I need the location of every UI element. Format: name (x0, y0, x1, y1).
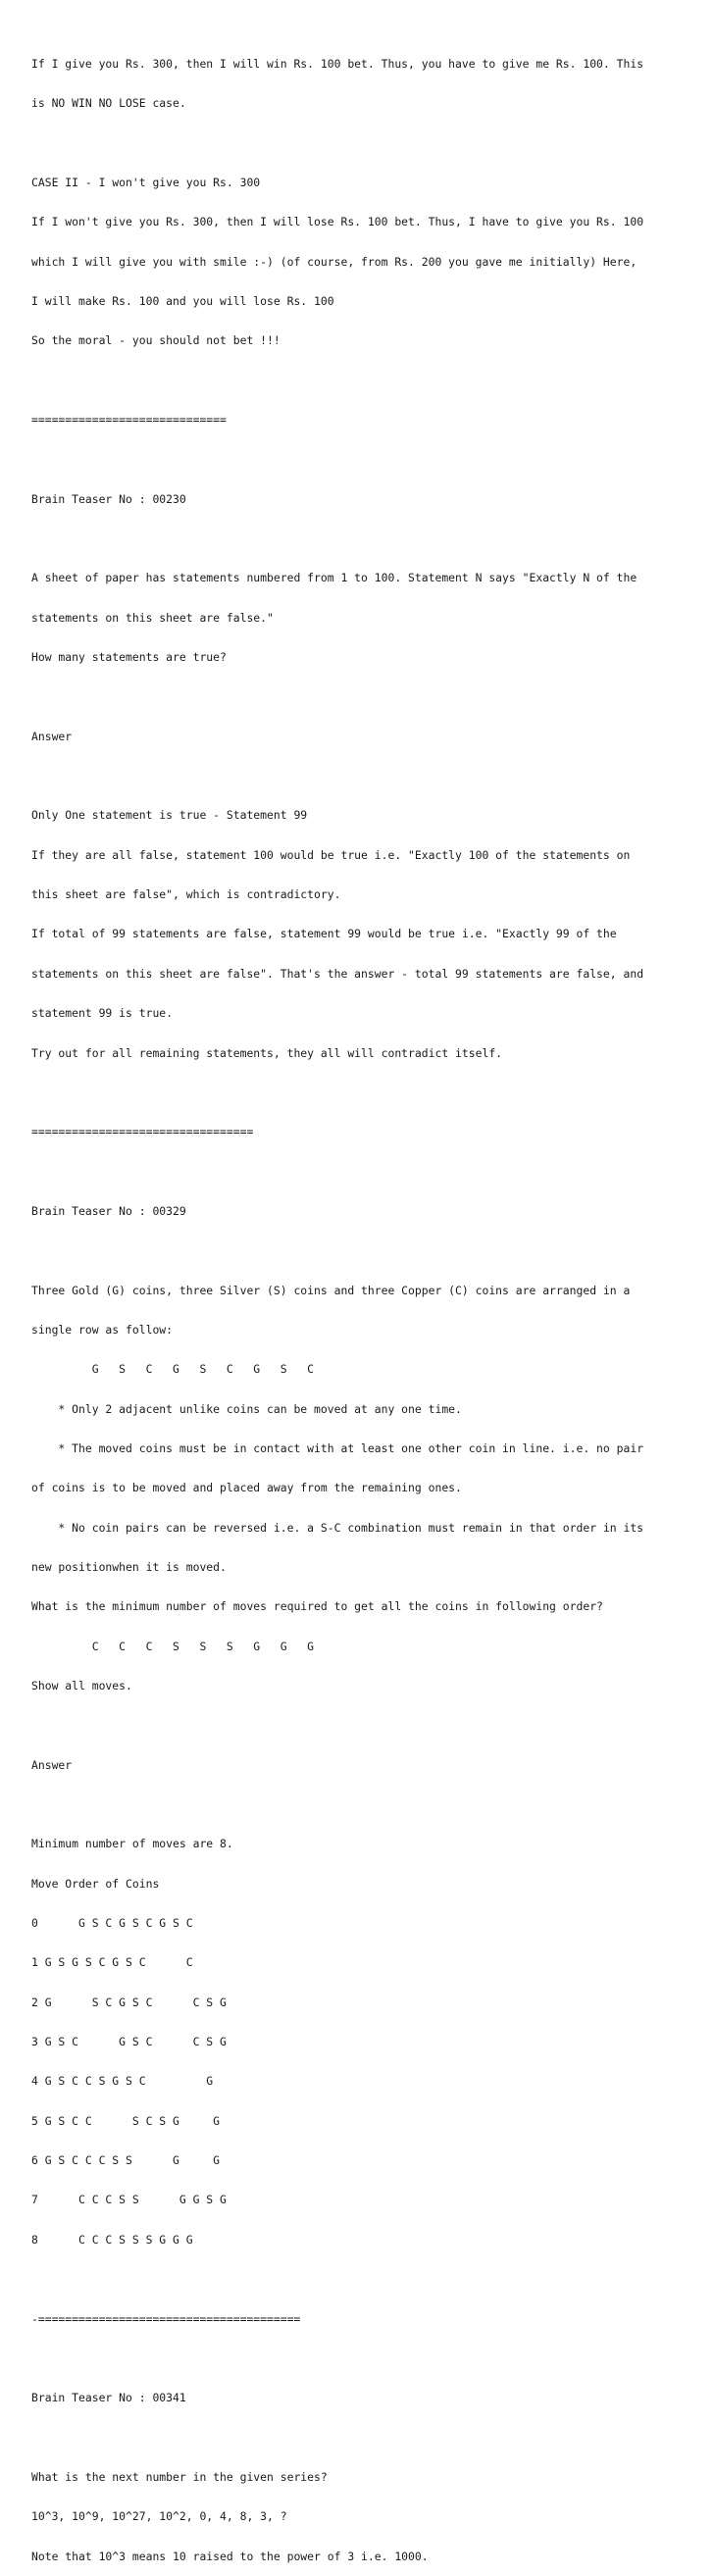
text-line: 10^3, 10^9, 10^27, 10^2, 0, 4, 8, 3, ? (31, 2509, 287, 2524)
rule-line: * No coin pairs can be reversed i.e. a S-C combination must remain in that order in its (31, 1520, 644, 1535)
blank-line (31, 2352, 708, 2365)
text-line: Show all moves. (31, 1679, 132, 1692)
blank-line (31, 2273, 708, 2286)
blank-line (31, 770, 708, 783)
text-line: Only One statement is true - Statement 99 (31, 808, 308, 823)
text-line: which I will give you with smile :-) (of course, from Rs. 200 you gave me initially) Here, (31, 254, 638, 269)
text-line: statement 99 is true. (31, 1006, 174, 1021)
moves-table-row: 0 G S C G S C G S C (31, 1916, 193, 1931)
separator-line: ================================= (31, 1125, 254, 1139)
moves-table-row: 6 G S C C C S S G G (31, 2153, 221, 2168)
moves-table-row: 5 G S C C S C S G G (31, 2113, 221, 2128)
text-line: If total of 99 statements are false, statement 99 would be true i.e. "Exactly 99 of the (31, 927, 617, 941)
blank-line (31, 137, 708, 150)
teaser-heading: Brain Teaser No : 00230 (31, 491, 186, 506)
text-line: statements on this sheet are false." (31, 610, 274, 625)
teaser-heading: Brain Teaser No : 00341 (31, 2391, 186, 2405)
separator-line: ============================= (31, 413, 227, 427)
separator-line: -======================================= (31, 2311, 301, 2326)
coin-row: C C C S S S G G G (31, 1639, 315, 1653)
moves-table-row: 2 G S C G S C C S G (31, 1995, 227, 2009)
section-heading: CASE II - I won't give you Rs. 300 (31, 175, 261, 189)
rule-line: * Only 2 adjacent unlike coins can be moved at any one time. (31, 1401, 462, 1416)
text-line: I will make Rs. 100 and you will lose Rs. 100 (31, 293, 334, 308)
text-line: If I give you Rs. 300, then I will win Rs. 100 bet. Thus, you have to give me Rs. 100. This (31, 56, 644, 71)
answer-heading: Answer (31, 1757, 73, 1772)
moves-table-row: 8 C C C S S S G G G (31, 2232, 193, 2247)
text-line: A sheet of paper has statements numbered from 1 to 100. Statement N says "Exactly N of the (31, 571, 638, 585)
coin-row: G S C G S C G S C (31, 1362, 315, 1377)
blank-line (31, 1166, 708, 1179)
answer-heading: Answer (31, 729, 73, 743)
text-line: If I won't give you Rs. 300, then I will lose Rs. 100 bet. Thus, I have to give you Rs. 100 (31, 215, 644, 229)
blank-line (31, 690, 708, 703)
text-line: How many statements are true? (31, 650, 227, 665)
blank-line (31, 1086, 708, 1099)
blank-line (31, 1719, 708, 1732)
text-line: single row as follow: (31, 1322, 174, 1337)
text-line: What is the minimum number of moves required to get all the coins in following order? (31, 1599, 603, 1614)
rule-line: * The moved coins must be in contact with at least one other coin in line. i.e. no pair (31, 1440, 644, 1455)
text-line: is NO WIN NO LOSE case. (31, 96, 186, 111)
text-line: new positionwhen it is moved. (31, 1559, 227, 1574)
moves-table-row: 3 G S C G S C C S G (31, 2035, 227, 2049)
text-line: Minimum number of moves are 8. (31, 1837, 233, 1851)
blank-line (31, 453, 708, 466)
moves-table-row: 4 G S C C S G S C G (31, 2074, 214, 2089)
blank-line (31, 1798, 708, 1811)
moves-table-row: 1 G S G S C G S C C (31, 1955, 193, 1970)
document-text (31, 31, 708, 2576)
text-line: this sheet are false", which is contradictory. (31, 887, 341, 902)
moves-table-row: 7 C C C S S G G S G (31, 2193, 227, 2207)
moves-table-header: Move Order of Coins (31, 1876, 160, 1891)
text-line: Note that 10^3 means 10 raised to the power of 3 i.e. 1000. (31, 2549, 429, 2563)
text-line: of coins is to be moved and placed away from the remaining ones. (31, 1481, 462, 1495)
blank-line (31, 2432, 708, 2445)
text-line: Try out for all remaining statements, they all will contradict itself. (31, 1045, 503, 1060)
teaser-heading: Brain Teaser No : 00329 (31, 1203, 186, 1218)
blank-line (31, 375, 708, 387)
text-line: What is the next number in the given series? (31, 2469, 328, 2484)
text-line: statements on this sheet are false". That's the answer - total 99 statements are false, and (31, 966, 644, 981)
blank-line (31, 1244, 708, 1257)
text-line: If they are all false, statement 100 would be true i.e. "Exactly 100 of the statements on (31, 847, 631, 862)
blank-line (31, 532, 708, 545)
text-line: Three Gold (G) coins, three Silver (S) coins and three Copper (C) coins are arranged in a (31, 1283, 631, 1297)
text-line: So the moral - you should not bet !!! (31, 333, 280, 348)
